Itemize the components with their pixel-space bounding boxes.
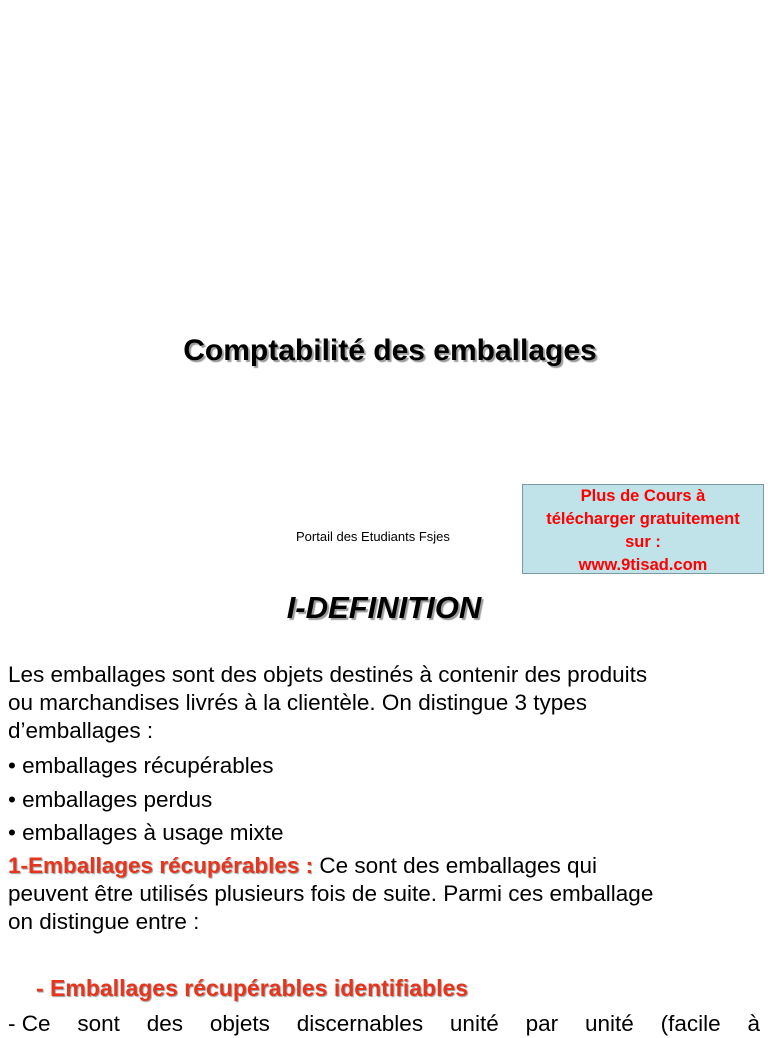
promo-line: Plus de Cours à: [580, 487, 706, 505]
word: - Ce: [8, 1011, 51, 1036]
subsection-text: Ce sont des emballages qui: [313, 853, 598, 878]
word: unité: [584, 1011, 634, 1036]
word: sont: [77, 1011, 120, 1036]
subsection-line: peuvent être utilisés plusieurs fois de suite. Parmi ces emballage: [8, 881, 654, 906]
word: objets: [209, 1011, 270, 1036]
bullet-item: • emballages à usage mixte: [8, 820, 284, 845]
subsection-label: 1-Emballages récupérables :: [8, 853, 314, 878]
word: à: [747, 1011, 760, 1036]
promo-line: sur :: [625, 533, 661, 551]
word: par: [525, 1011, 559, 1036]
promo-link[interactable]: www.9tisad.com: [578, 556, 708, 574]
sub-heading: - Emballages récupérables identifiables: [36, 975, 469, 1001]
promo-box[interactable]: [522, 484, 764, 574]
justified-line: [8, 1010, 760, 1038]
bullet-item: • emballages perdus: [8, 787, 213, 812]
document-title: Comptabilité des emballages: [183, 334, 597, 367]
promo-line: télécharger gratuitement: [546, 510, 740, 528]
intro-line: Les emballages sont des objets destinés à contenir des produits: [8, 662, 648, 687]
word: unité: [449, 1011, 499, 1036]
word: discernables: [296, 1011, 424, 1036]
portal-label: Portail des Etudiants Fsjes: [296, 529, 450, 544]
intro-line: ou marchandises livrés à la clientèle. On distingue 3 types: [8, 690, 588, 715]
bullet-item: • emballages récupérables: [8, 753, 274, 778]
subsection-line: on distingue entre :: [8, 909, 200, 934]
subsection-line: [8, 852, 597, 880]
section-heading: I-DEFINITION: [286, 590, 482, 625]
word: (facile: [660, 1011, 721, 1036]
intro-line: d’emballages :: [8, 718, 154, 743]
word: des: [146, 1011, 184, 1036]
